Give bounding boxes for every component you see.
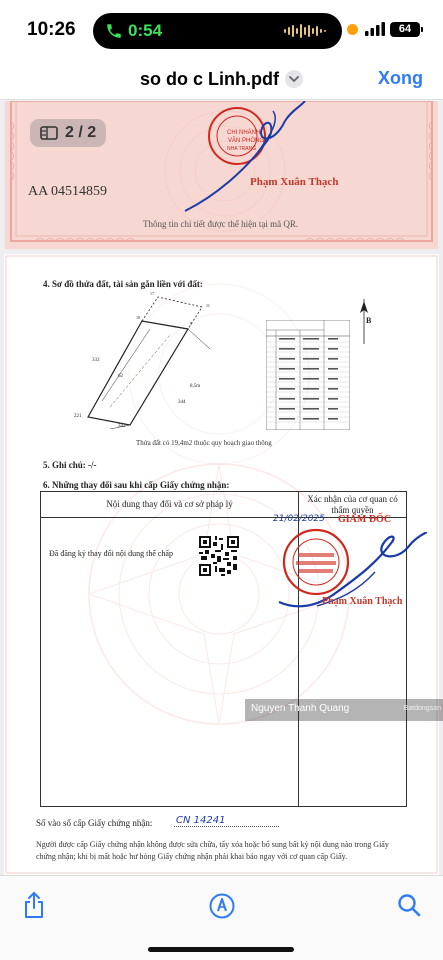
section-6-title: 6. Những thay đổi sau khi cấp Giấy chứng nhận: — [43, 480, 230, 490]
battery-tip — [421, 27, 423, 32]
recording-dot-icon — [347, 24, 358, 35]
land-plot-diagram — [70, 289, 235, 429]
thumbnails-grid-icon — [40, 126, 58, 140]
qr-code-icon — [199, 536, 239, 576]
svg-text:333: 333 — [92, 358, 100, 363]
status-time: 10:26 — [27, 19, 76, 40]
changes-header-confirmation: Xác nhận của cơ quan có thẩm quyền — [307, 494, 398, 515]
north-arrow-icon — [354, 299, 374, 344]
phone-icon — [105, 21, 123, 41]
chevron-down-icon[interactable] — [285, 70, 303, 88]
plan-note: Thửa đất có 19,4m2 thuộc quy hoạch giao thông — [136, 439, 272, 447]
section-4-title: 4. Sơ đồ thửa đất, tài sản gắn liền với đất: — [43, 279, 203, 289]
page-counter-text: 2 / 2 — [65, 124, 97, 141]
pdf-content-area[interactable] — [0, 101, 443, 875]
svg-text:221: 221 — [74, 414, 82, 419]
svg-text:CHI NHÁNH: CHI NHÁNH — [227, 130, 261, 136]
active-call-pill[interactable] — [93, 13, 342, 49]
svg-text:343: 343 — [118, 424, 126, 429]
document-title: so do c Linh.pdf — [140, 68, 279, 89]
section-5-notes: 5. Ghi chú: -/- — [43, 460, 97, 470]
certificate-footnote: Người được cấp Giấy chứng nhận không được sửa chữa, tẩy xóa hoặc bổ sung bất kỳ nội dung nào trong Giấy chứng nhận; khi bị mất hoặc hư hỏng Giấy chứng nhận phải khai báo ngay với cơ quan cấp Giấy. — [36, 840, 389, 861]
document-title-menu[interactable] — [140, 67, 303, 91]
call-timer: 0:54 — [128, 21, 163, 40]
share-icon[interactable] — [22, 891, 46, 919]
certificate-code: AA 04514859 — [28, 184, 107, 199]
svg-text:VĂN PHÒNG: VĂN PHÒNG — [228, 138, 265, 144]
watermark-name: Nguyen Thanh Quang — [251, 703, 350, 714]
svg-text:B: B — [366, 316, 372, 325]
page-counter-badge[interactable] — [30, 119, 106, 147]
svg-text:NHA TRANG: NHA TRANG — [227, 146, 257, 152]
svg-text:9: 9 — [190, 321, 192, 326]
changes-header-content: Nội dung thay đổi và cơ sở pháp lý — [106, 499, 233, 509]
voice-waveform-icon — [284, 23, 326, 39]
done-button[interactable]: Xong — [378, 68, 423, 88]
navigation-bar — [0, 60, 443, 100]
change-entry-text: Đã đăng ký thay đổi nội dung thế chấp — [49, 549, 173, 558]
watermark-brand: Batdongsan — [403, 705, 441, 712]
pdf-page-2 — [4, 254, 439, 875]
svg-text:344: 344 — [178, 400, 186, 405]
bottom-toolbar — [0, 875, 443, 960]
director-title: GIÁM ĐỐC — [338, 514, 392, 525]
coordinates-table — [266, 320, 350, 430]
changes-table — [40, 491, 407, 807]
markup-icon[interactable] — [209, 893, 235, 919]
svg-text:17: 17 — [150, 291, 154, 296]
photo-watermark — [245, 699, 443, 721]
battery-icon: 64 — [390, 22, 420, 37]
search-icon[interactable] — [397, 893, 421, 917]
book-number-label: Số vào sổ cấp Giấy chứng nhận: — [36, 818, 153, 828]
signal-bars-icon — [365, 22, 385, 36]
svg-text:8,5m: 8,5m — [190, 384, 201, 389]
book-number-dotted-line — [174, 826, 279, 827]
qr-note: Thông tin chi tiết được thể hiện tại mã QR. — [143, 219, 299, 229]
svg-text:18: 18 — [136, 315, 140, 320]
page1-signer-name: Phạm Xuân Thạch — [250, 176, 339, 188]
book-number-value: CN 14241 — [176, 815, 226, 826]
svg-text:62: 62 — [118, 374, 123, 379]
handwritten-date: 21/02/2025 — [273, 514, 325, 524]
home-indicator[interactable] — [148, 947, 294, 952]
status-bar — [0, 0, 443, 60]
svg-text:11: 11 — [206, 303, 210, 308]
pdf-page-1 — [5, 101, 438, 249]
page2-signer-name: Phạm Xuân Thạch — [322, 596, 403, 607]
